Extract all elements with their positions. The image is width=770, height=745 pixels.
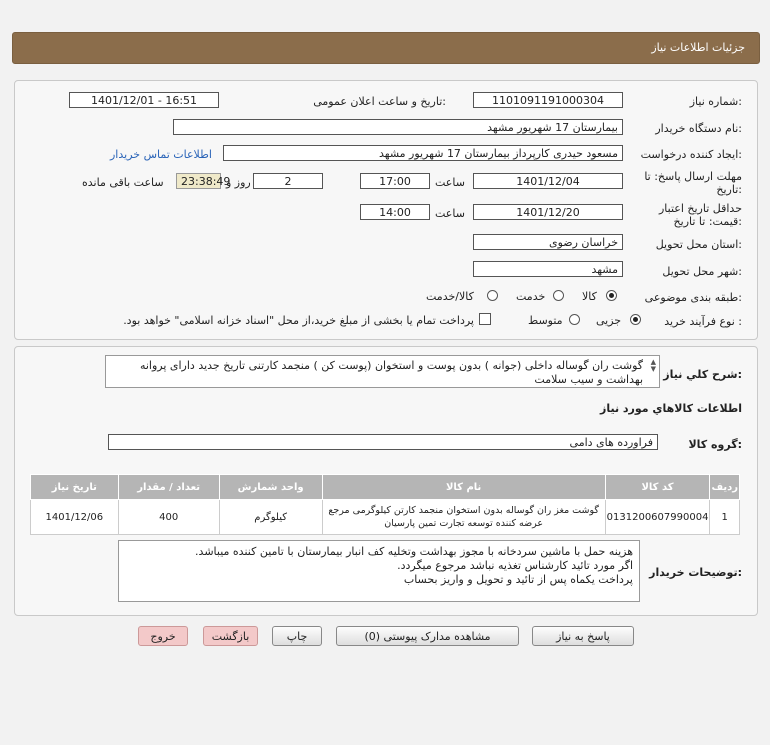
goods-group-label: گروه کالا: xyxy=(688,438,742,451)
category-both-label: کالا/خدمت xyxy=(426,290,474,303)
purchase-medium-label: متوسط xyxy=(528,314,563,327)
remaining-time-field: 23:38:49 xyxy=(176,173,221,189)
buyer-notes-line-3: پرداخت یکماه پس از تائید و تحویل و واریز بحساب xyxy=(403,573,633,586)
col-date: تاریخ نیاز xyxy=(31,475,119,500)
purchase-type-label: نوع فرآیند خرید : xyxy=(664,315,742,328)
need-number-label: شماره نیاز: xyxy=(689,95,742,108)
city-field: مشهد xyxy=(473,261,623,277)
table-row xyxy=(31,500,740,535)
buyer-notes-box xyxy=(118,540,640,602)
cell-date: 1401/12/06 xyxy=(31,500,119,535)
page-title: جزئیات اطلاعات نیاز xyxy=(651,41,745,54)
buyer-notes-line-2: اگر مورد تائید کارشناس تغذیه نباشد مرجوع میگردد. xyxy=(397,559,633,572)
deadline-time-label: ساعت xyxy=(435,176,465,189)
category-service-radio[interactable] xyxy=(553,290,564,301)
buyer-notes-label: توضیحات خریدار: xyxy=(649,566,742,579)
purchase-minor-radio[interactable] xyxy=(630,314,641,325)
deadline-label: مهلت ارسال پاسخ: تا xyxy=(644,170,742,183)
buyer-contact-link[interactable]: اطلاعات تماس خریدار xyxy=(110,148,212,161)
need-description-text: گوشت ران گوساله داخلی (جوانه ) بدون پوست و استخوان (پوست کن ) منجمد کارتنی تاریخ جدید دارای پروانه بهداشت و سیب سلامت xyxy=(139,359,643,386)
cell-unit: کیلوگرم xyxy=(219,500,322,535)
cell-code: 0131200607990004 xyxy=(605,500,710,535)
back-button[interactable]: بازگشت xyxy=(203,626,258,646)
need-number-field: 1101091191000304 xyxy=(473,92,623,108)
print-button[interactable]: چاپ xyxy=(272,626,322,646)
days-field: 2 xyxy=(253,173,323,189)
exit-button[interactable]: خروج xyxy=(138,626,188,646)
goods-group-field: فراورده های دامی xyxy=(108,434,658,450)
province-field: خراسان رضوی xyxy=(473,234,623,250)
buyer-org-field: بیمارستان 17 شهریور مشهد xyxy=(173,119,623,135)
need-description-label: شرح کلي نياز: xyxy=(663,368,742,381)
attachments-button[interactable]: مشاهده مدارک پیوستی (0) xyxy=(336,626,519,646)
category-goods-label: کالا xyxy=(582,290,597,303)
category-label: طبقه بندی موضوعی: xyxy=(644,291,742,304)
category-goods-radio[interactable] xyxy=(606,290,617,301)
announce-label: تاریخ و ساعت اعلان عمومی: xyxy=(313,95,446,108)
col-name: نام کالا xyxy=(322,475,605,500)
col-qty: تعداد / مقدار xyxy=(118,475,219,500)
treasury-payment-checkbox[interactable] xyxy=(479,313,491,325)
buyer-org-label: نام دستگاه خریدار: xyxy=(655,122,742,135)
deadline-time-field: 17:00 xyxy=(360,173,430,189)
deadline-date-field: 1401/12/04 xyxy=(473,173,623,189)
col-code: کد کالا xyxy=(605,475,710,500)
treasury-payment-note: پرداخت تمام یا بخشی از مبلغ خرید،از محل "اسناد خزانه اسلامی" خواهد بود. xyxy=(123,314,474,327)
cell-row: 1 xyxy=(710,500,740,535)
requester-label: ایجاد کننده درخواست: xyxy=(640,148,742,161)
remaining-label: ساعت باقی مانده xyxy=(82,176,164,189)
purchase-minor-label: جزیی xyxy=(596,314,622,327)
announce-field: 1401/12/01 - 16:51 xyxy=(69,92,219,108)
validity-label: حداقل تاریخ اعتبار xyxy=(658,202,742,215)
cell-qty: 400 xyxy=(118,500,219,535)
need-description-field xyxy=(105,355,660,388)
validity-label-2: قیمت: تا تاریخ: xyxy=(673,215,742,228)
goods-table xyxy=(30,474,740,535)
buyer-notes-line-1: هزینه حمل با ماشین سردخانه با مجوز بهداشت وتخلیه کف انبار بیمارستان با تامین کننده میباشد. xyxy=(195,545,633,558)
purchase-medium-radio[interactable] xyxy=(569,314,580,325)
category-service-label: خدمت xyxy=(516,290,546,303)
scroll-arrows-icon[interactable]: ▲ ▼ xyxy=(650,358,656,373)
page-header xyxy=(12,32,760,64)
category-both-radio[interactable] xyxy=(487,290,498,301)
city-label: شهر محل تحویل: xyxy=(662,265,742,278)
requester-field: مسعود حیدری کارپرداز بیمارستان 17 شهریور مشهد xyxy=(223,145,623,161)
validity-date-field: 1401/12/20 xyxy=(473,204,623,220)
cell-name: گوشت مغز ران گوساله بدون استخوان منجمد کارتن کیلوگرمی مرجع عرضه کننده توسعه تجارت تمین پارسیان xyxy=(322,500,605,535)
deadline-label-2: تاریخ: xyxy=(716,183,742,196)
col-unit: واحد شمارش xyxy=(219,475,322,500)
goods-table-header xyxy=(31,475,740,500)
col-row: ردیف xyxy=(710,475,740,500)
validity-time-label: ساعت xyxy=(435,207,465,220)
days-label: روز و xyxy=(226,176,251,189)
reply-button[interactable]: پاسخ به نیاز xyxy=(532,626,634,646)
goods-section-title: اطلاعات کالاهاي مورد نياز xyxy=(600,402,742,415)
validity-time-field: 14:00 xyxy=(360,204,430,220)
province-label: استان محل تحویل: xyxy=(655,238,742,251)
